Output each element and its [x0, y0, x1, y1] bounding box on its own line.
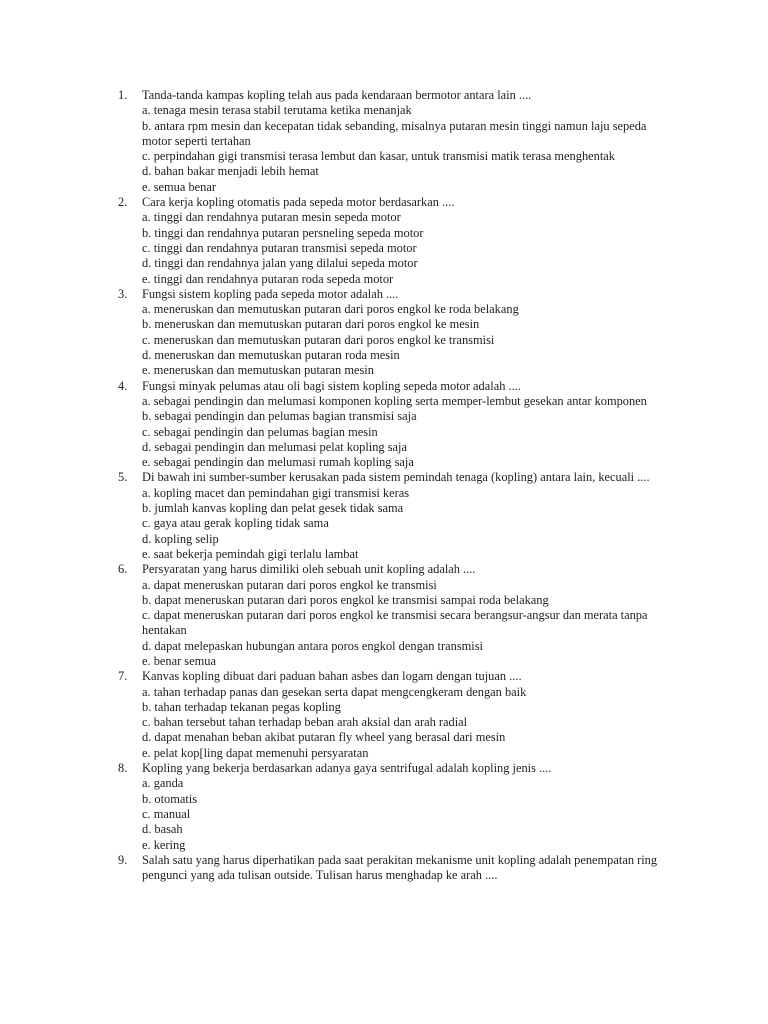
question-text: Fungsi sistem kopling pada sepeda motor adalah .... [142, 286, 399, 301]
answer-option: e. semua benar [142, 179, 216, 194]
answer-option: b. sebagai pendingin dan pelumas bagian transmisi saja [142, 409, 417, 424]
question-text: Persyaratan yang harus dimiliki oleh sebuah unit kopling adalah .... [142, 562, 476, 577]
answer-option: b. otomatis [142, 791, 198, 806]
answer-option: c. perpindahan gigi transmisi terasa lembut dan kasar, untuk transmisi matik terasa menghentak [142, 149, 615, 164]
option-list [142, 578, 678, 670]
question-number: 9. [118, 852, 128, 867]
question-number: 8. [118, 761, 128, 776]
answer-option: d. dapat melepaskan hubungan antara poros engkol dengan transmisi [142, 638, 483, 653]
answer-option: b. tahan terhadap tekanan pegas kopling [142, 699, 341, 714]
answer-option: e. tinggi dan rendahnya putaran roda sepeda motor [142, 271, 394, 286]
question-item [118, 562, 678, 669]
answer-option: e. kering [142, 837, 186, 852]
answer-option: c. dapat meneruskan putaran dari poros engkol ke transmisi secara berangsur-angsur dan merata tanpa hentakan [142, 608, 651, 638]
answer-option: d. kopling selip [142, 531, 219, 546]
answer-option: d. tinggi dan rendahnya jalan yang dilalui sepeda motor [142, 256, 418, 271]
answer-option: b. jumlah kanvas kopling dan pelat gesek tidak sama [142, 501, 404, 516]
answer-option: e. sebagai pendingin dan melumasi rumah kopling saja [142, 455, 414, 470]
answer-option: a. tinggi dan rendahnya putaran mesin sepeda motor [142, 210, 401, 225]
question-item [118, 761, 678, 853]
answer-option: a. sebagai pendingin dan melumasi komponen kopling serta memper-lembut gesekan antar komponen [142, 393, 647, 408]
question-number: 3. [118, 286, 128, 301]
question-item [118, 669, 678, 761]
question-item [118, 287, 678, 379]
answer-option: c. tinggi dan rendahnya putaran transmisi sepeda motor [142, 240, 417, 255]
option-list [142, 210, 678, 286]
answer-option: e. benar semua [142, 653, 216, 668]
answer-option: c. manual [142, 806, 191, 821]
question-text: Kopling yang bekerja berdasarkan adanya gaya sentrifugal adalah kopling jenis .... [142, 761, 552, 776]
answer-option: e. pelat kop[ling dapat memenuhi persyaratan [142, 745, 369, 760]
answer-option: b. tinggi dan rendahnya putaran persneling sepeda motor [142, 225, 424, 240]
answer-option: e. saat bekerja pemindah gigi terlalu lambat [142, 546, 359, 561]
answer-option: d. sebagai pendingin dan melumasi pelat kopling saja [142, 439, 407, 454]
question-number: 5. [118, 470, 128, 485]
option-list [142, 302, 678, 378]
question-item [118, 470, 678, 562]
answer-option: d. dapat menahan beban akibat putaran fly wheel yang berasal dari mesin [142, 730, 506, 745]
answer-option: a. ganda [142, 776, 184, 791]
question-text: Di bawah ini sumber-sumber kerusakan pada sistem pemindah tenaga (kopling) antara lain, kecuali .... [142, 470, 650, 485]
answer-option: d. basah [142, 822, 183, 837]
answer-option: c. sebagai pendingin dan pelumas bagian mesin [142, 424, 378, 439]
question-number: 4. [118, 378, 128, 393]
question-text: Tanda-tanda kampas kopling telah aus pada kendaraan bermotor antara lain .... [142, 88, 532, 102]
answer-option: a. tenaga mesin terasa stabil terutama ketika menanjak [142, 103, 412, 118]
answer-option: a. kopling macet dan pemindahan gigi transmisi keras [142, 485, 410, 500]
question-item [118, 853, 678, 884]
question-list [118, 88, 678, 883]
question-text: Fungsi minyak pelumas atau oli bagi sistem kopling sepeda motor adalah .... [142, 378, 521, 393]
option-list [142, 103, 678, 195]
option-list [142, 776, 678, 852]
answer-option: b. dapat meneruskan putaran dari poros engkol ke transmisi sampai roda belakang [142, 592, 549, 607]
question-text: Cara kerja kopling otomatis pada sepeda motor berdasarkan .... [142, 195, 455, 210]
answer-option: e. meneruskan dan memutuskan putaran mesin [142, 363, 374, 378]
question-item [118, 379, 678, 471]
question-number: 1. [118, 88, 128, 102]
answer-option: d. meneruskan dan memutuskan putaran roda mesin [142, 348, 400, 363]
question-number: 7. [118, 669, 128, 684]
question-item [118, 88, 678, 195]
question-number: 6. [118, 562, 128, 577]
question-text: Kanvas kopling dibuat dari paduan bahan asbes dan logam dengan tujuan .... [142, 669, 522, 684]
answer-option: c. bahan tersebut tahan terhadap beban arah aksial dan arah radial [142, 715, 468, 730]
option-list [142, 685, 678, 761]
answer-option: a. meneruskan dan memutuskan putaran dari poros engkol ke roda belakang [142, 302, 519, 317]
answer-option: d. bahan bakar menjadi lebih hemat [142, 164, 319, 179]
answer-option: b. meneruskan dan memutuskan putaran dari poros engkol ke mesin [142, 317, 480, 332]
option-list [142, 394, 678, 470]
answer-option: c. gaya atau gerak kopling tidak sama [142, 516, 329, 531]
question-number: 2. [118, 195, 128, 210]
answer-option: b. antara rpm mesin dan kecepatan tidak sebanding, misalnya putaran mesin tinggi namun laju sepeda motor seperti tertahan [142, 118, 650, 148]
answer-option: a. dapat meneruskan putaran dari poros engkol ke transmisi [142, 577, 437, 592]
answer-option: c. meneruskan dan memutuskan putaran dari poros engkol ke transmisi [142, 332, 495, 347]
option-list [142, 486, 678, 562]
question-item [118, 195, 678, 287]
answer-option: a. tahan terhadap panas dan gesekan serta dapat mengcengkeram dengan baik [142, 684, 527, 699]
question-text: Salah satu yang harus diperhatikan pada saat perakitan mekanisme unit kopling adalah penempatan ring pengunci yang ada tulisan outside. Tulisan harus menghadap ke arah .... [142, 852, 661, 883]
